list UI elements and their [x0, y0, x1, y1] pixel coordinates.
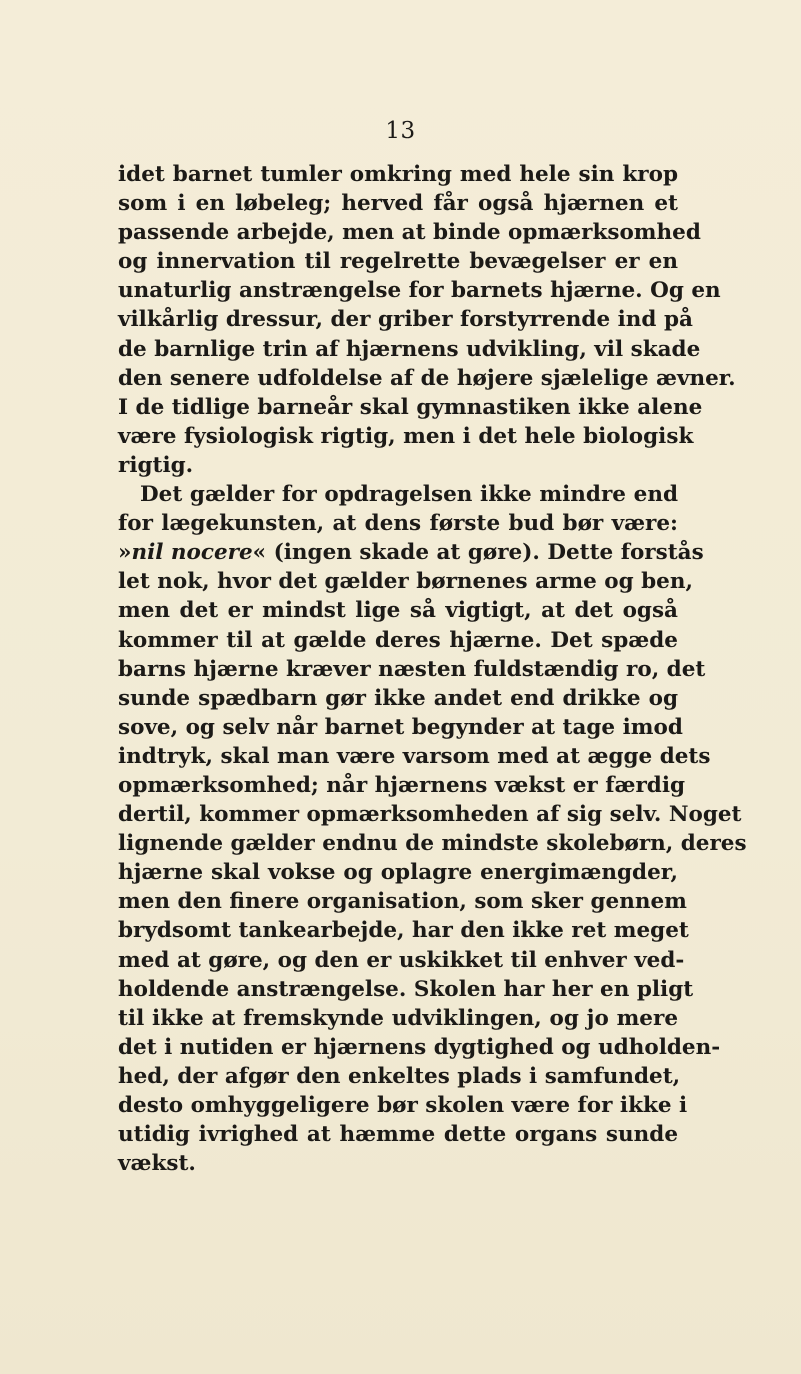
text-line: let nok, hvor det gælder børnenes arme og ben, [118, 569, 693, 595]
text-line: indtryk, skal man være varsom med at ægge dets [118, 743, 711, 769]
text-line: vilkårlig dressur, der griber forstyrrende ind på [118, 307, 693, 333]
text-line: Det gælder for opdragelsen ikke mindre end [140, 482, 678, 508]
text-line: sove, og selv når barnet begynder at tage imod [118, 714, 683, 740]
quote-close: « [252, 540, 267, 566]
text-line: den senere udfoldelse af de højere sjælelige ævner. [118, 365, 736, 391]
text-line: det i nutiden er hjærnens dygtighed og udholden- [118, 1034, 721, 1060]
text-line: og innervation til regelrette bevægelser er en [118, 249, 678, 275]
text-line: men den finere organisation, som sker gennem [118, 889, 687, 915]
text-line: være fysiologisk rigtig, men i det hele biologisk [118, 423, 694, 449]
text-line: med at gøre, og den er uskikket til enhver ved- [118, 947, 685, 973]
text-line: idet barnet tumler omkring med hele sin krop [118, 162, 678, 187]
text-line: unaturlig anstrængelse for barnets hjærne. Og en [118, 278, 721, 304]
text-line: barns hjærne kræver næsten fuldstændig ro, det [118, 656, 706, 682]
text-line: til ikke at fremskynde udviklingen, og jo mere [118, 1005, 678, 1031]
text-line: opmærksomhed; når hjærnens vækst er færdig [118, 772, 686, 798]
text-line-with-quote [118, 538, 704, 567]
text-line: utidig ivrighed at hæmme dette organs sunde [118, 1122, 678, 1148]
quote-open: » [118, 540, 132, 566]
text-line: som i en løbeleg; herved får også hjærnen et [118, 191, 678, 217]
text-line: I de tidlige barneår skal gymnastiken ikke alene [118, 394, 703, 420]
text-line: for lægekunsten, at dens første bud bør være: [118, 511, 678, 537]
text-line: dertil, kommer opmærksomheden af sig selv. Noget [118, 802, 742, 828]
text-line: rigtig. [118, 452, 194, 478]
text-line: hjærne skal vokse og oplagre energimængder, [118, 860, 678, 886]
text-line: vækst. [118, 1151, 196, 1177]
latin-phrase: nil nocere [131, 540, 253, 566]
page-number: 13 [385, 118, 416, 144]
text-line: de barnlige trin af hjærnens udvikling, vil skade [118, 336, 701, 362]
text-line: sunde spædbarn gør ikke andet end drikke og [118, 685, 678, 711]
body-text [118, 160, 747, 1178]
text-line: brydsomt tankearbejde, har den ikke ret meget [118, 918, 689, 944]
text-line: holdende anstrængelse. Skolen har her en pligt [118, 976, 694, 1002]
text-line: kommer til at gælde deres hjærne. Det spæde [118, 627, 678, 653]
text-line: desto omhyggeligere bør skolen være for ikke i [118, 1093, 688, 1118]
text-line: men det er mindst lige så vigtigt, at det også [118, 598, 678, 624]
text-line: lignende gælder endnu de mindste skolebørn, deres [118, 831, 747, 857]
text-line: hed, der afgør den enkeltes plads i samfundet, [118, 1063, 681, 1089]
text-line: passende arbejde, men at binde opmærksomhed [118, 220, 701, 246]
line-rest: (ingen skade at gøre). Dette forstås [266, 540, 704, 566]
